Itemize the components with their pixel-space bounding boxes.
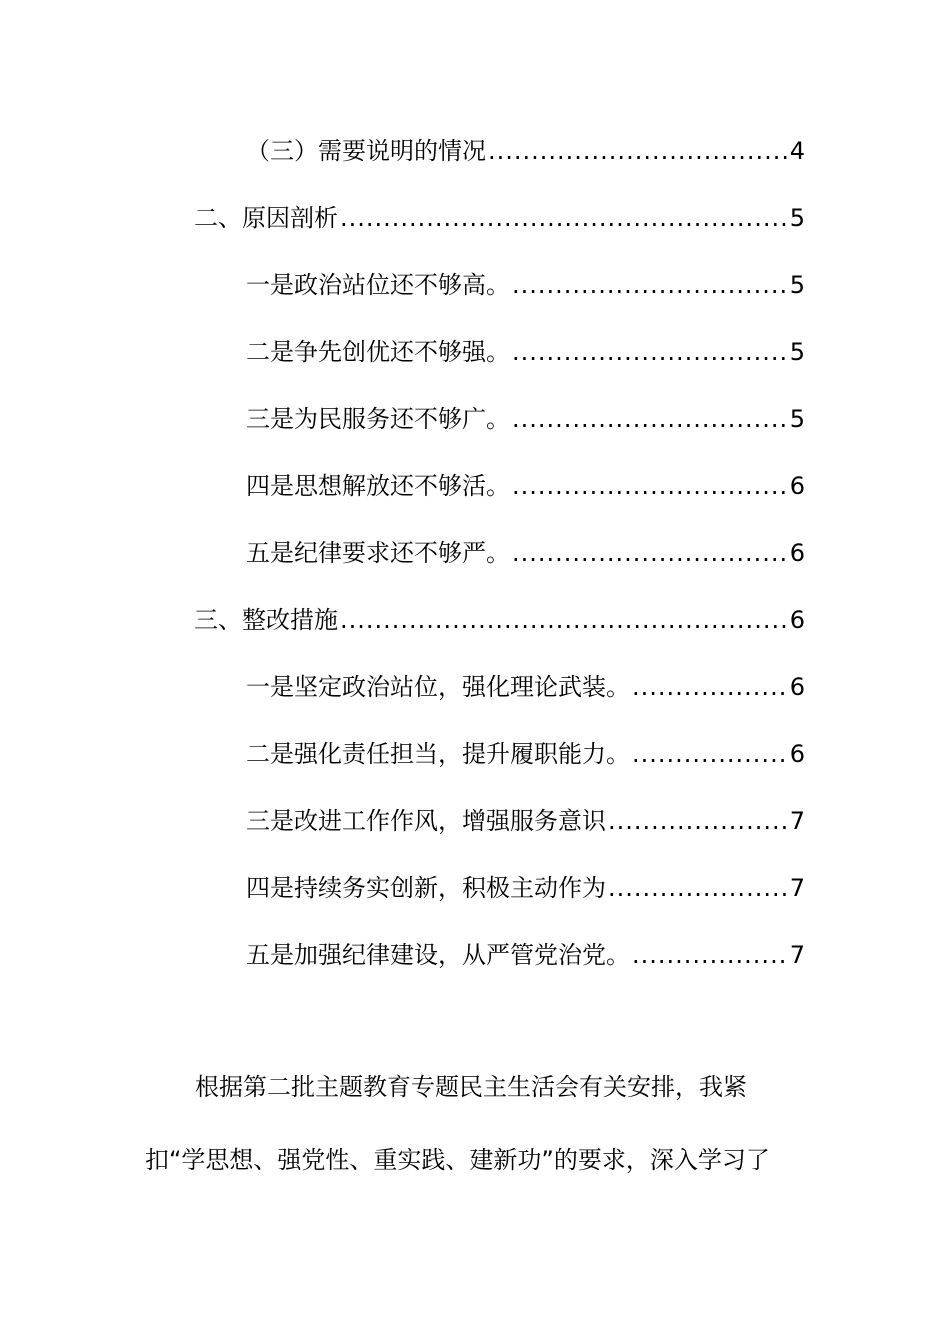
toc-entry-page: 5 <box>789 338 805 366</box>
toc-entry-title: 三是为民服务还不够广。 <box>246 405 510 433</box>
toc-entry-title: （三）需要说明的情况 <box>246 137 486 165</box>
toc-entry-title: 一是坚定政治站位，强化理论武装。 <box>246 673 630 701</box>
toc-entry-page: 7 <box>789 941 805 969</box>
toc-leader-dots <box>512 265 788 305</box>
toc-entry[interactable] <box>246 533 805 573</box>
toc-entry-title: 二是争先创优还不够强。 <box>246 338 510 366</box>
toc-entry-title: 二是强化责任担当，提升履职能力。 <box>246 740 630 768</box>
toc-leader-dots <box>632 667 788 707</box>
toc-section-heading[interactable] <box>194 600 805 640</box>
toc-entry[interactable] <box>246 131 805 171</box>
toc-leader-dots <box>512 466 788 506</box>
toc-entry[interactable] <box>246 801 805 841</box>
toc-entry-title: 五是纪律要求还不够严。 <box>246 539 510 567</box>
body-paragraph-line-1: 根据第二批主题教育专题民主生活会有关安排，我紧 <box>195 1073 747 1101</box>
toc-leader-dots <box>340 198 788 238</box>
toc-entry[interactable] <box>246 332 805 372</box>
toc-entry-page: 6 <box>789 673 805 701</box>
toc-leader-dots <box>632 734 788 774</box>
toc-entry-page: 6 <box>789 740 805 768</box>
toc-entry-title: 四是持续务实创新，积极主动作为 <box>246 874 606 902</box>
toc-leader-dots <box>632 935 788 975</box>
toc-entry[interactable] <box>246 667 805 707</box>
toc-entry-page: 5 <box>789 271 805 299</box>
toc-entry-title: 二、原因剖析 <box>194 204 338 232</box>
toc-entry-page: 7 <box>789 807 805 835</box>
toc-entry[interactable] <box>246 466 805 506</box>
toc-leader-dots <box>608 868 788 908</box>
toc-entry[interactable] <box>246 734 805 774</box>
toc-entry-title: 三、整改措施 <box>194 606 338 634</box>
toc-leader-dots <box>512 399 788 439</box>
toc-entry-page: 7 <box>789 874 805 902</box>
toc-entry-title: 五是加强纪律建设，从严管党治党。 <box>246 941 630 969</box>
toc-leader-dots <box>340 600 788 640</box>
toc-section-heading[interactable] <box>194 198 805 238</box>
toc-entry-page: 6 <box>789 606 805 634</box>
body-paragraph-line-2: 扣“学思想、强党性、重实践、建新功”的要求，深入学习了 <box>145 1146 770 1174</box>
toc-entry-page: 6 <box>789 539 805 567</box>
toc-leader-dots <box>608 801 788 841</box>
toc-entry-page: 5 <box>789 204 805 232</box>
toc-entry-title: 四是思想解放还不够活。 <box>246 472 510 500</box>
toc-entry-page: 4 <box>789 137 805 165</box>
toc-entry-title: 三是改进工作作风，增强服务意识 <box>246 807 606 835</box>
toc-entry[interactable] <box>246 935 805 975</box>
toc-entry[interactable] <box>246 868 805 908</box>
toc-leader-dots <box>512 533 788 573</box>
toc-entry[interactable] <box>246 399 805 439</box>
toc-entry[interactable] <box>246 265 805 305</box>
toc-entry-page: 5 <box>789 405 805 433</box>
toc-entry-title: 一是政治站位还不够高。 <box>246 271 510 299</box>
toc-leader-dots <box>488 131 788 171</box>
toc-entry-page: 6 <box>789 472 805 500</box>
toc-leader-dots <box>512 332 788 372</box>
